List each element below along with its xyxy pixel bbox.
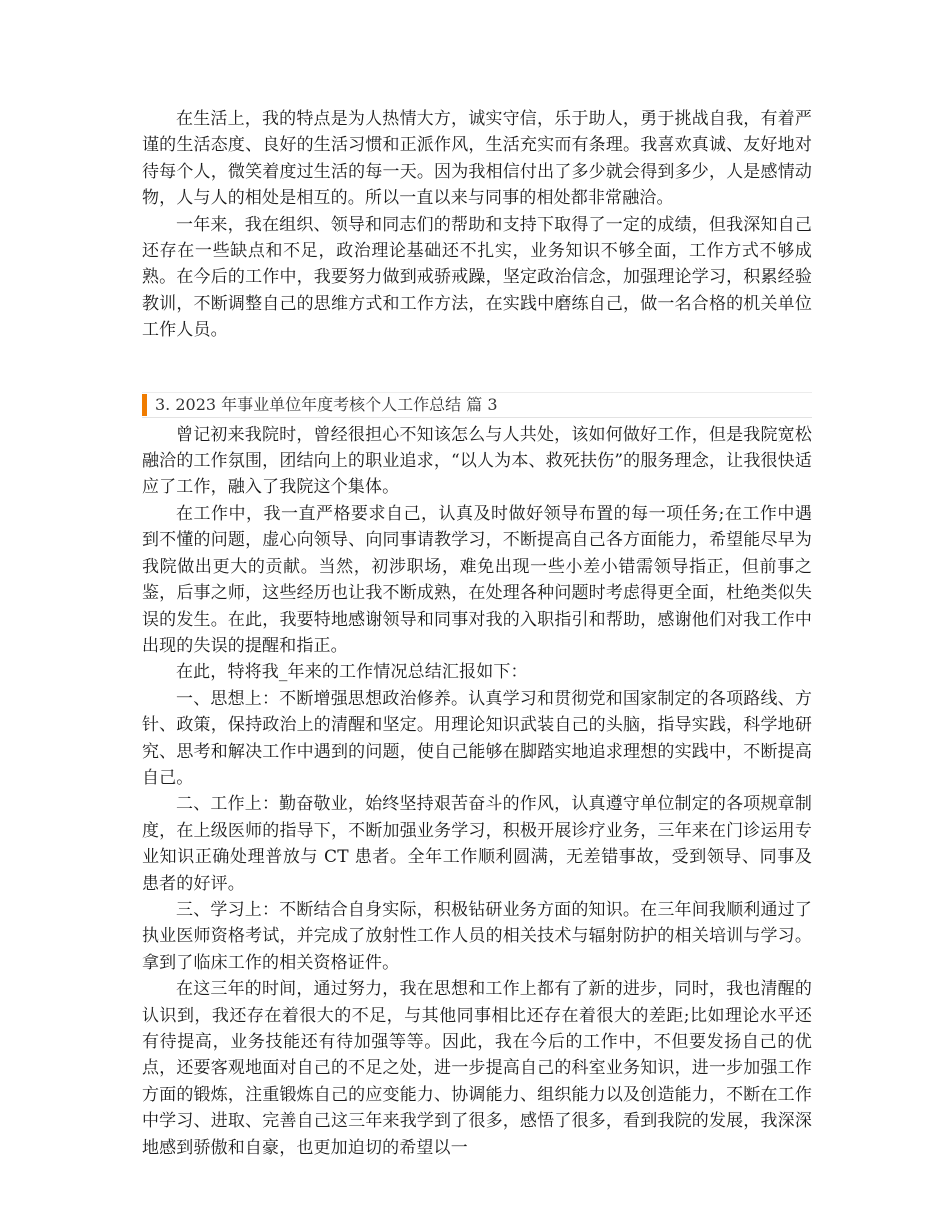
paragraph: 在工作中，我一直严格要求自己，认真及时做好领导布置的每一项任务;在工作中遇到不懂的问题，虚心向领导、向同事请教学习，不断提高自己各方面能力，希望能尽早为我院做出更大的贡献。当然，初涉职场，难免出现一些小差小错需领导指正，但前事之鉴，后事之师，这些经历也让我不断成熟，在处理各种问题时考虑得更全面，杜绝类似失误的发生。在此，我要特地感谢领导和同事对我的入职指引和帮助，感谢他们对我工作中出现的失误的提醒和指正。 — [142, 503, 812, 656]
paragraph: 在这三年的时间，通过努力，我在思想和工作上都有了新的进步，同时，我也清醒的认识到，我还存在着很大的不足，与其他同事相比还存在着很大的差距;比如理论水平还有待提高，业务技能还有待加强等等。因此，我在今后的工作中，不但要发扬自己的优点，还要客观地面对自己的不足之处，进一步提高自己的科室业务知识，进一步加强工作方面的锻炼，注重锻炼自己的应变能力、协调能力、组织能力以及创造能力，不断在工作中学习、进取、完善自己这三年来我学到了很多，感悟了很多，看到我院的发展，我深深地感到骄傲和自豪，也更加迫切的希望以一 — [142, 979, 812, 1158]
paragraph: 一、思想上：不断增强思想政治修养。认真学习和贯彻党和国家制定的各项路线、方针、政策，保持政治上的清醒和坚定。用理论知识武装自己的头脑，指导实践，科学地研究、思考和解决工作中遇到的问题，使自己能够在脚踏实地追求理想的实践中，不断提高自己。 — [142, 688, 812, 788]
section-life-summary — [142, 106, 812, 344]
paragraph: 一年来，我在组织、领导和同志们的帮助和支持下取得了一定的成绩，但我深知自己还存在一些缺点和不足，政治理论基础还不扎实，业务知识不够全面，工作方式不够成熟。在今后的工作中，我要努力做到戒骄戒躁，坚定政治信念，加强理论学习，积累经验教训，不断调整自己的思维方式和工作方法，在实践中磨练自己，做一名合格的机关单位工作人员。 — [142, 214, 812, 341]
paragraph: 三、学习上：不断结合自身实际，积极钻研业务方面的知识。在三年间我顺利通过了执业医师资格考试，并完成了放射性工作人员的相关技术与辐射防护的相关培训与学习。拿到了临床工作的相关资格证件。 — [142, 899, 812, 973]
paragraph: 在生活上，我的特点是为人热情大方，诚实守信，乐于助人，勇于挑战自我，有着严谨的生活态度、良好的生活习惯和正派作风，生活充实而有条理。我喜欢真诚、友好地对待每个人，微笑着度过生活的每一天。因为我相信付出了多少就会得到多少，人是感情动物，人与人的相处是相互的。所以一直以来与同事的相处都非常融洽。 — [142, 109, 812, 209]
paragraph: 在此，特将我_年来的工作情况总结汇报如下： — [176, 662, 528, 683]
section-heading — [142, 392, 812, 418]
paragraph: 二、工作上：勤奋敬业，始终坚持艰苦奋斗的作风，认真遵守单位制定的各项规章制度，在上级医师的指导下，不断加强业务学习，积极开展诊疗业务，三年来在门诊运用专业知识正确处理普放与 CT 患者。全年工作顺利圆满，无差错事故，受到领导、同事及患者的好评。 — [142, 794, 812, 894]
document-page — [142, 106, 812, 1161]
section-work-summary — [142, 422, 812, 1161]
heading-accent-bar — [142, 394, 147, 416]
section-heading-title: 3. 2023 年事业单位年度考核个人工作总结 篇 3 — [155, 394, 498, 414]
paragraph: 曾记初来我院时，曾经很担心不知该怎么与人共处，该如何做好工作，但是我院宽松融洽的工作氛围，团结向上的职业追求，“以人为本、救死扶伤”的服务理念，让我很快适应了工作，融入了我院这个集体。 — [142, 424, 812, 498]
